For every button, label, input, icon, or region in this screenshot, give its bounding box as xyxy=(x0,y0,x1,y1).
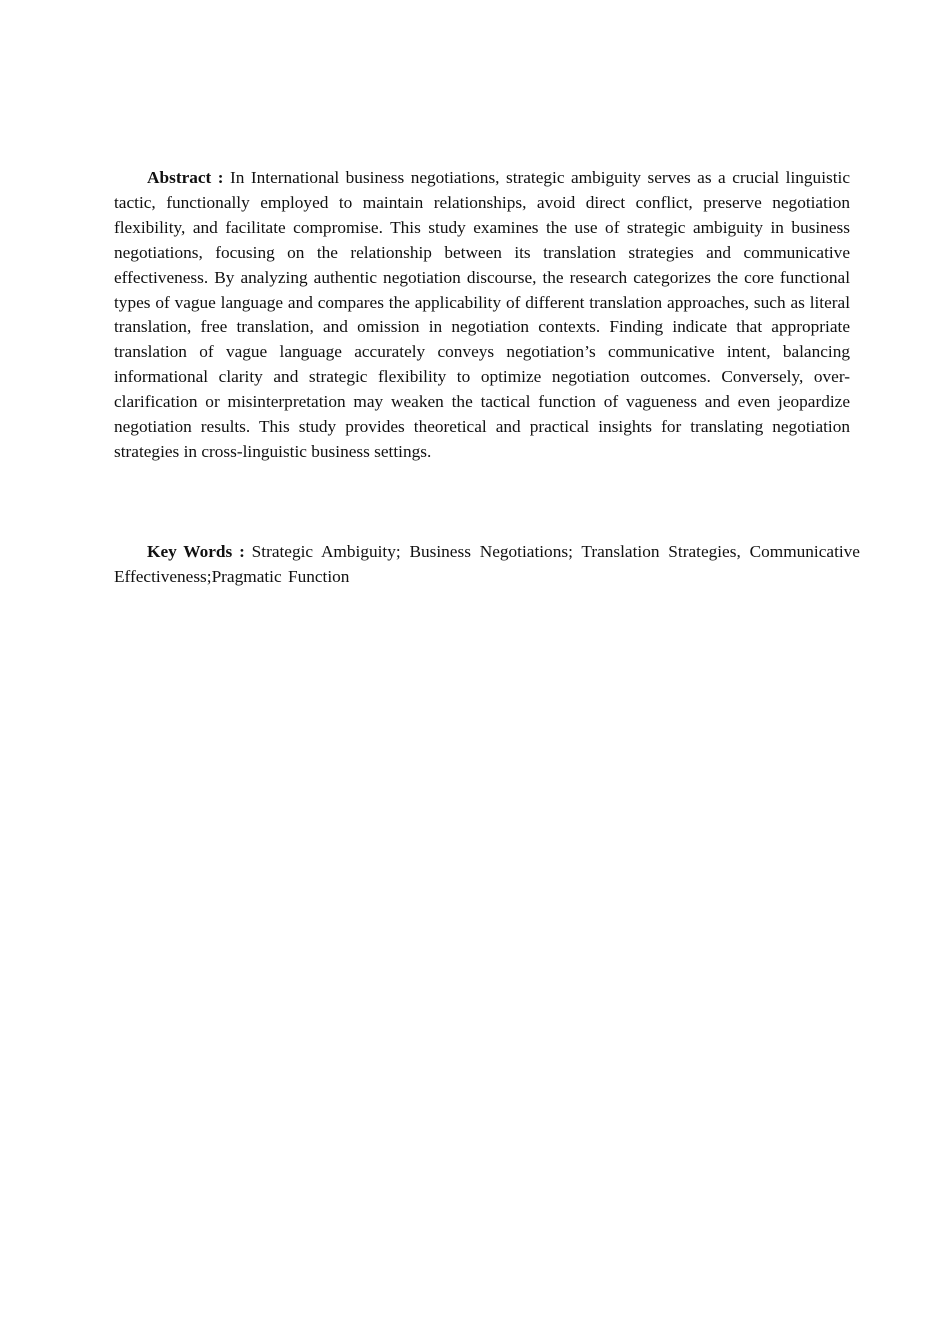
abstract-text: In International business negotiations, strategic ambiguity serves as a crucial linguistic tactic, functionally employed to maintain relationships, avoid direct conflict, preserve negotiation flexibility, and facilitate compromise. This study examines the use of strategic ambiguity in business negotiations, focusing on the relationship between its translation strategies and communicative effectiveness. By analyzing authentic negotiation discourse, the research categorizes the core functional types of vague language and compares the applicability of different translation approaches, such as literal translation, free translation, and omission in negotiation contexts. Finding indicate that appropriate translation of vague language accurately conveys negotiation’s communicative intent, balancing informational clarity and strategic flexibility to optimize negotiation outcomes. Conversely, over-clarification or misinterpretation may weaken the tactical function of vagueness and even jeopardize negotiation results. This study provides theoretical and practical insights for translating negotiation strategies in cross-linguistic business settings. xyxy=(114,168,851,461)
keywords-text: Strategic Ambiguity; Business Negotiations; Translation Strategies, Communicative Effectiveness;Pragmatic Function xyxy=(114,542,860,586)
keywords-paragraph xyxy=(114,540,860,590)
abstract-label: Abstract : xyxy=(147,168,224,187)
keywords-label: Key Words : xyxy=(147,542,245,561)
abstract-paragraph xyxy=(114,166,850,465)
